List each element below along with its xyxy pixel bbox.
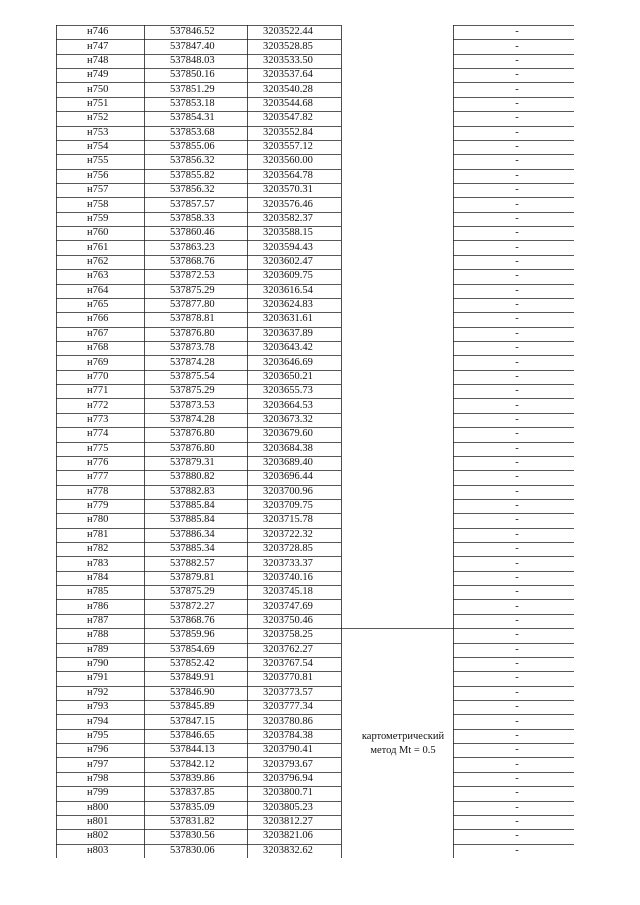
point-id: н768	[87, 342, 109, 354]
y-coordinate: 3203709.75	[263, 500, 313, 512]
dash-mark: -	[515, 299, 519, 311]
point-id: н767	[87, 327, 109, 339]
dash-mark: -	[515, 112, 519, 124]
dash-mark: -	[515, 327, 519, 339]
point-id: н802	[87, 830, 109, 842]
x-coordinate: 537863.23	[170, 241, 215, 253]
x-coordinate: 537877.80	[170, 299, 215, 311]
dash-mark: -	[515, 729, 519, 741]
x-coordinate: 537856.32	[170, 184, 215, 196]
dash-mark: -	[515, 54, 519, 66]
dash-mark: -	[515, 270, 519, 282]
dash-mark: -	[515, 471, 519, 483]
x-coordinate: 537872.27	[170, 600, 215, 612]
y-coordinate: 3203780.86	[263, 715, 313, 727]
y-coordinate: 3203800.71	[263, 787, 313, 799]
dash-mark: -	[515, 126, 519, 138]
x-coordinate: 537835.09	[170, 801, 215, 813]
y-coordinate: 3203784.38	[263, 729, 313, 741]
x-coordinate: 537846.65	[170, 729, 215, 741]
point-id: н763	[87, 270, 109, 282]
y-coordinate: 3203696.44	[263, 471, 313, 483]
method-note-line1: картометрический	[361, 731, 445, 742]
y-coordinate: 3203637.89	[263, 327, 313, 339]
y-coordinate: 3203770.81	[263, 672, 313, 684]
point-id: н765	[87, 299, 109, 311]
point-id: н793	[87, 701, 109, 713]
point-id: н796	[87, 744, 109, 756]
y-coordinate: 3203750.46	[263, 615, 313, 627]
y-coordinate: 3203570.31	[263, 184, 313, 196]
dash-mark: -	[515, 615, 519, 627]
y-coordinate: 3203602.47	[263, 255, 313, 267]
x-coordinate: 537857.57	[170, 198, 215, 210]
point-id: н790	[87, 658, 109, 670]
dash-mark: -	[515, 442, 519, 454]
x-coordinate: 537875.29	[170, 385, 215, 397]
dash-mark: -	[515, 715, 519, 727]
y-coordinate: 3203557.12	[263, 141, 313, 153]
dash-mark: -	[515, 26, 519, 38]
y-coordinate: 3203722.32	[263, 528, 313, 540]
x-coordinate: 537845.89	[170, 701, 215, 713]
point-id: н788	[87, 629, 109, 641]
point-id: н781	[87, 528, 109, 540]
dash-mark: -	[515, 744, 519, 756]
dash-mark: -	[515, 543, 519, 555]
dash-mark: -	[515, 155, 519, 167]
x-coordinate: 537858.33	[170, 212, 215, 224]
y-coordinate: 3203643.42	[263, 342, 313, 354]
dash-mark: -	[515, 528, 519, 540]
y-coordinate: 3203747.69	[263, 600, 313, 612]
y-coordinate: 3203564.78	[263, 169, 313, 181]
x-coordinate: 537876.80	[170, 428, 215, 440]
y-coordinate: 3203533.50	[263, 54, 313, 66]
dash-mark: -	[515, 169, 519, 181]
y-coordinate: 3203673.32	[263, 413, 313, 425]
dash-mark: -	[515, 370, 519, 382]
x-coordinate: 537873.78	[170, 342, 215, 354]
point-id: н784	[87, 571, 109, 583]
x-coordinate: 537878.81	[170, 313, 215, 325]
x-coordinate: 537854.69	[170, 643, 215, 655]
dash-mark: -	[515, 313, 519, 325]
y-coordinate: 3203552.84	[263, 126, 313, 138]
x-coordinate: 537842.12	[170, 758, 215, 770]
point-id: н792	[87, 686, 109, 698]
x-coordinate: 537868.76	[170, 615, 215, 627]
point-id: н798	[87, 773, 109, 784]
y-coordinate: 3203609.75	[263, 270, 313, 282]
y-coordinate: 3203679.60	[263, 428, 313, 440]
dash-mark: -	[515, 571, 519, 583]
y-coordinate: 3203576.46	[263, 198, 313, 210]
y-coordinate: 3203728.85	[263, 543, 313, 555]
x-coordinate: 537872.53	[170, 270, 215, 282]
point-id: н789	[87, 643, 109, 655]
y-coordinate: 3203762.27	[263, 643, 313, 655]
point-id: н753	[87, 126, 109, 138]
point-id: н777	[87, 471, 109, 483]
dash-mark: -	[515, 83, 519, 95]
point-id: н747	[87, 40, 109, 52]
point-id: н787	[87, 615, 109, 627]
point-id: н779	[87, 500, 109, 512]
dash-mark: -	[515, 816, 519, 828]
y-coordinate: 3203821.06	[263, 830, 313, 842]
point-id: н746	[87, 26, 109, 38]
point-id: н773	[87, 413, 109, 425]
dash-mark: -	[515, 284, 519, 296]
x-coordinate: 537850.16	[170, 69, 215, 81]
x-coordinate: 537855.06	[170, 141, 215, 153]
point-id: н783	[87, 557, 109, 569]
dash-mark: -	[515, 255, 519, 267]
y-coordinate: 3203616.54	[263, 284, 313, 296]
x-coordinate: 537875.29	[170, 284, 215, 296]
x-coordinate: 537882.57	[170, 557, 215, 569]
point-id: н775	[87, 442, 109, 454]
point-id: н755	[87, 155, 109, 167]
dash-mark: -	[515, 428, 519, 440]
x-coordinate: 537875.29	[170, 586, 215, 598]
dash-mark: -	[515, 356, 519, 368]
dash-mark: -	[515, 198, 519, 210]
y-coordinate: 3203758.25	[263, 629, 313, 641]
point-id: н780	[87, 514, 109, 526]
x-coordinate: 537876.80	[170, 327, 215, 339]
point-id: н786	[87, 600, 109, 612]
y-coordinate: 3203544.68	[263, 97, 313, 109]
point-id: н762	[87, 255, 109, 267]
y-coordinate: 3203767.54	[263, 658, 313, 670]
point-id: н794	[87, 715, 109, 727]
x-coordinate: 537879.31	[170, 457, 215, 469]
y-coordinate: 3203793.67	[263, 758, 313, 770]
point-id: н748	[87, 54, 109, 66]
point-id: н799	[87, 787, 109, 799]
dash-mark: -	[515, 385, 519, 397]
x-coordinate: 537830.06	[170, 844, 215, 856]
y-coordinate: 3203812.27	[263, 816, 313, 828]
method-note	[348, 730, 458, 758]
y-coordinate: 3203624.83	[263, 299, 313, 311]
x-coordinate: 537848.03	[170, 54, 215, 66]
dash-mark: -	[515, 600, 519, 612]
point-id: н752	[87, 112, 109, 124]
x-coordinate: 537874.28	[170, 413, 215, 425]
point-id: н754	[87, 141, 109, 153]
dash-mark: -	[515, 212, 519, 224]
dash-mark: -	[515, 686, 519, 698]
y-coordinate: 3203689.40	[263, 457, 313, 469]
dash-mark: -	[515, 658, 519, 670]
point-id: н801	[87, 816, 109, 828]
point-id: н800	[87, 801, 109, 813]
dash-mark: -	[515, 141, 519, 153]
dash-mark: -	[515, 342, 519, 354]
point-id: н759	[87, 212, 109, 224]
x-coordinate: 537860.46	[170, 227, 215, 239]
x-coordinate: 537879.81	[170, 571, 215, 583]
y-coordinate: 3203588.15	[263, 227, 313, 239]
point-id: н761	[87, 241, 109, 253]
x-coordinate: 537886.34	[170, 528, 215, 540]
dash-mark: -	[515, 399, 519, 411]
dash-mark: -	[515, 586, 519, 598]
y-coordinate: 3203540.28	[263, 83, 313, 95]
y-coordinate: 3203522.44	[263, 26, 313, 38]
x-coordinate: 537854.31	[170, 112, 215, 124]
y-coordinate: 3203594.43	[263, 241, 313, 253]
x-coordinate: 537874.28	[170, 356, 215, 368]
dash-mark: -	[515, 844, 519, 856]
x-coordinate: 537846.90	[170, 686, 215, 698]
dash-mark: -	[515, 514, 519, 526]
x-coordinate: 537847.15	[170, 715, 215, 727]
x-coordinate: 537880.82	[170, 471, 215, 483]
y-coordinate: 3203684.38	[263, 442, 313, 454]
point-id: н766	[87, 313, 109, 325]
x-coordinate: 537846.52	[170, 26, 215, 38]
y-coordinate: 3203646.69	[263, 356, 313, 368]
x-coordinate: 537876.80	[170, 442, 215, 454]
dash-mark: -	[515, 457, 519, 469]
y-coordinate: 3203560.00	[263, 155, 313, 167]
point-id: н795	[87, 729, 109, 741]
y-coordinate: 3203745.18	[263, 586, 313, 598]
dash-mark: -	[515, 184, 519, 196]
dash-mark: -	[515, 413, 519, 425]
y-coordinate: 3203805.23	[263, 801, 313, 813]
x-coordinate: 537844.13	[170, 744, 215, 756]
y-coordinate: 3203740.16	[263, 571, 313, 583]
y-coordinate: 3203582.37	[263, 212, 313, 224]
point-id: н769	[87, 356, 109, 368]
y-coordinate: 3203715.78	[263, 514, 313, 526]
dash-mark: -	[515, 643, 519, 655]
point-id: н760	[87, 227, 109, 239]
dash-mark: -	[515, 557, 519, 569]
x-coordinate: 537885.84	[170, 514, 215, 526]
x-coordinate: 537853.18	[170, 97, 215, 109]
x-coordinate: 537882.83	[170, 485, 215, 497]
y-coordinate: 3203537.64	[263, 69, 313, 81]
y-coordinate: 3203700.96	[263, 485, 313, 497]
x-coordinate: 537885.84	[170, 500, 215, 512]
point-id: н791	[87, 672, 109, 684]
dash-mark: -	[515, 773, 519, 784]
x-coordinate: 537859.96	[170, 629, 215, 641]
dash-mark: -	[515, 485, 519, 497]
dash-mark: -	[515, 69, 519, 81]
x-coordinate: 537830.56	[170, 830, 215, 842]
point-id: н774	[87, 428, 109, 440]
point-id: н757	[87, 184, 109, 196]
y-coordinate: 3203777.34	[263, 701, 313, 713]
y-coordinate: 3203547.82	[263, 112, 313, 124]
dash-mark: -	[515, 500, 519, 512]
x-coordinate: 537831.82	[170, 816, 215, 828]
x-coordinate: 537853.68	[170, 126, 215, 138]
x-coordinate: 537856.32	[170, 155, 215, 167]
method-note-line2: метод Mt = 0.5	[370, 745, 436, 756]
y-coordinate: 3203733.37	[263, 557, 313, 569]
x-coordinate: 537851.29	[170, 83, 215, 95]
dash-mark: -	[515, 830, 519, 842]
dash-mark: -	[515, 801, 519, 813]
y-coordinate: 3203655.73	[263, 385, 313, 397]
dash-mark: -	[515, 672, 519, 684]
dash-mark: -	[515, 97, 519, 109]
point-id: н782	[87, 543, 109, 555]
y-coordinate: 3203631.61	[263, 313, 313, 325]
x-coordinate: 537849.91	[170, 672, 215, 684]
point-id: н770	[87, 370, 109, 382]
y-coordinate: 3203796.94	[263, 773, 313, 784]
point-id: н803	[87, 844, 109, 856]
x-coordinate: 537839.86	[170, 773, 215, 784]
point-id: н749	[87, 69, 109, 81]
y-coordinate: 3203650.21	[263, 370, 313, 382]
dash-mark: -	[515, 227, 519, 239]
dash-mark: -	[515, 701, 519, 713]
dash-mark: -	[515, 40, 519, 52]
y-coordinate: 3203790.41	[263, 744, 313, 756]
point-id: н778	[87, 485, 109, 497]
y-coordinate: 3203664.53	[263, 399, 313, 411]
x-coordinate: 537852.42	[170, 658, 215, 670]
dash-mark: -	[515, 758, 519, 770]
x-coordinate: 537875.54	[170, 370, 215, 382]
point-id: н776	[87, 457, 109, 469]
y-coordinate: 3203773.57	[263, 686, 313, 698]
point-id: н764	[87, 284, 109, 296]
coordinates-table	[56, 25, 574, 858]
x-coordinate: 537868.76	[170, 255, 215, 267]
x-coordinate: 537885.34	[170, 543, 215, 555]
dash-mark: -	[515, 787, 519, 799]
dash-mark: -	[515, 241, 519, 253]
point-id: н756	[87, 169, 109, 181]
dash-mark: -	[515, 629, 519, 641]
y-coordinate: 3203832.62	[263, 844, 313, 856]
point-id: н772	[87, 399, 109, 411]
x-coordinate: 537847.40	[170, 40, 215, 52]
x-coordinate: 537837.85	[170, 787, 215, 799]
y-coordinate: 3203528.85	[263, 40, 313, 52]
point-id: н771	[87, 385, 109, 397]
point-id: н785	[87, 586, 109, 598]
x-coordinate: 537873.53	[170, 399, 215, 411]
point-id: н750	[87, 83, 109, 95]
point-id: н751	[87, 97, 109, 109]
x-coordinate: 537855.82	[170, 169, 215, 181]
point-id: н758	[87, 198, 109, 210]
point-id: н797	[87, 758, 109, 770]
